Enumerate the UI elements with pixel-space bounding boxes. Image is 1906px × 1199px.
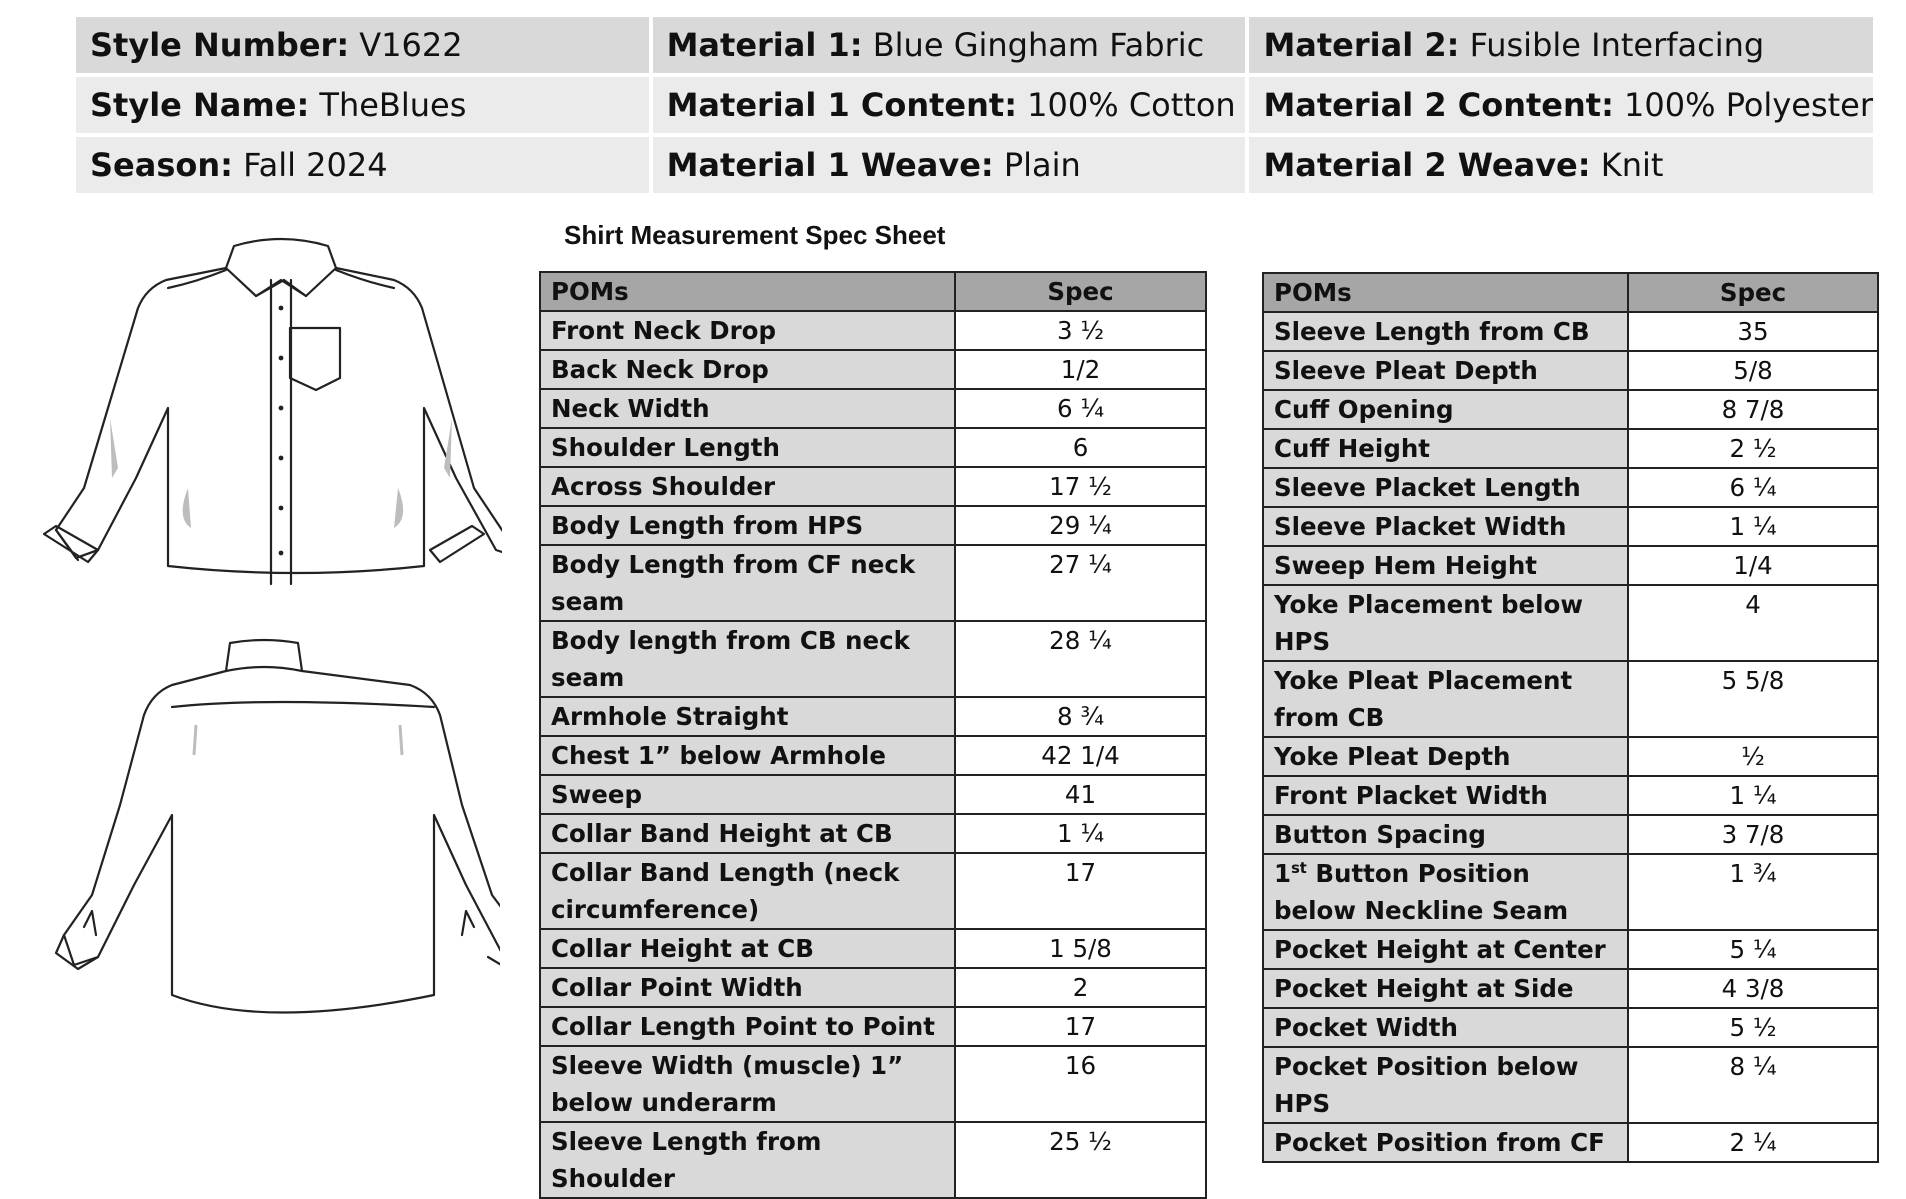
table-row [1263,546,1878,585]
spec-cell: 1 ¼ [955,814,1206,853]
pom-cell: Collar Length Point to Point [540,1007,955,1046]
info-cell [76,77,649,133]
pom-cell: Yoke Pleat Depth [1263,737,1628,776]
spec-cell: 27 ¼ [955,545,1206,621]
spec-cell: 1 ¼ [1628,507,1878,546]
table-row [540,968,1206,1007]
pom-cell: Back Neck Drop [540,350,955,389]
pom-cell: Yoke Placement below HPS [1263,585,1628,661]
info-value: 100% Cotton [1027,86,1236,124]
table-row [540,929,1206,968]
table-row [1263,468,1878,507]
spec-cell: 2 [955,968,1206,1007]
table-row [540,775,1206,814]
info-label: Material 2 Weave: [1263,146,1591,184]
info-value: Fusible Interfacing [1469,26,1765,64]
table-row [540,1046,1206,1122]
spec-cell: 1/2 [955,350,1206,389]
spec-cell: 5 ½ [1628,1008,1878,1047]
spec-cell: 8 ¾ [955,697,1206,736]
pom-cell: Pocket Position from CF [1263,1123,1628,1162]
spec-cell: 2 ½ [1628,429,1878,468]
info-label: Style Number: [90,26,350,64]
table-row [540,428,1206,467]
pom-cell: Button Spacing [1263,815,1628,854]
table-row [540,621,1206,697]
info-label: Material 1: [666,26,863,64]
info-value: TheBlues [319,86,467,124]
table-row [1263,429,1878,468]
table-row [1263,661,1878,737]
table-row [540,853,1206,929]
spec-cell: 1 ¼ [1628,776,1878,815]
spec-cell: 42 1/4 [955,736,1206,775]
pom-cell: Chest 1” below Armhole [540,736,955,775]
spec-cell: 6 ¼ [1628,468,1878,507]
table-header-row [540,272,1206,311]
pom-cell: Shoulder Length [540,428,955,467]
table-row [1263,854,1878,930]
pom-cell: Sleeve Placket Length [1263,468,1628,507]
pom-cell: Sleeve Width (muscle) 1” below underarm [540,1046,955,1122]
pom-cell: Sleeve Length from CB [1263,312,1628,351]
pom-cell: Collar Band Height at CB [540,814,955,853]
table-row [540,814,1206,853]
info-label: Material 1 Content: [666,86,1017,124]
spec-cell: 8 ¼ [1628,1047,1878,1123]
pom-cell: Front Placket Width [1263,776,1628,815]
table-row [1263,1008,1878,1047]
table-row [540,506,1206,545]
table-row [540,389,1206,428]
pom-cell: Neck Width [540,389,955,428]
pom-cell: Cuff Height [1263,429,1628,468]
pom-cell: Across Shoulder [540,467,955,506]
pom-cell: Sweep Hem Height [1263,546,1628,585]
info-row [76,137,1873,193]
spec-cell: 5 ¼ [1628,930,1878,969]
spec-table-left [539,271,1207,1199]
column-header-poms: POMs [1263,273,1628,312]
info-value: Blue Gingham Fabric [872,26,1205,64]
info-value: Plain [1003,146,1081,184]
table-row [540,467,1206,506]
table-row [1263,776,1878,815]
info-cell [653,77,1246,133]
info-cell [76,17,649,73]
pom-cell: Sleeve Placket Width [1263,507,1628,546]
spec-cell: 28 ¼ [955,621,1206,697]
table-row [1263,312,1878,351]
pom-cell: Pocket Width [1263,1008,1628,1047]
table-row [540,1122,1206,1198]
spec-cell: 3 7/8 [1628,815,1878,854]
pom-cell: Sleeve Length from Shoulder [540,1122,955,1198]
info-label: Style Name: [90,86,310,124]
info-value: 100% Polyester [1624,86,1873,124]
info-row [76,17,1873,73]
spec-cell: 1 5/8 [955,929,1206,968]
pom-cell: Collar Band Length (neck circumference) [540,853,955,929]
spec-cell: ½ [1628,737,1878,776]
pom-cell: Collar Point Width [540,968,955,1007]
spec-cell: 1 ¾ [1628,854,1878,930]
spec-cell: 17 ½ [955,467,1206,506]
info-cell [653,137,1246,193]
table-row [540,545,1206,621]
spec-table-right [1262,272,1879,1163]
column-header-poms: POMs [540,272,955,311]
spec-cell: 25 ½ [955,1122,1206,1198]
spec-cell: 4 [1628,585,1878,661]
info-label: Material 1 Weave: [666,146,994,184]
pom-cell: Collar Height at CB [540,929,955,968]
info-cell [76,137,649,193]
table-row [1263,930,1878,969]
column-header-spec: Spec [1628,273,1878,312]
info-cell [1249,17,1873,73]
info-cell [1249,137,1873,193]
info-value: Fall 2024 [243,146,388,184]
table-row [540,1007,1206,1046]
table-row [1263,1123,1878,1162]
pom-cell: Cuff Opening [1263,390,1628,429]
table-row [540,736,1206,775]
spec-cell: 17 [955,1007,1206,1046]
pom-cell: Body Length from HPS [540,506,955,545]
pom-cell: Body length from CB neck seam [540,621,955,697]
spec-cell: 6 ¼ [955,389,1206,428]
table-row [1263,507,1878,546]
info-label: Season: [90,146,233,184]
info-row [76,77,1873,133]
spec-cell: 1/4 [1628,546,1878,585]
spec-cell: 16 [955,1046,1206,1122]
info-cell [653,17,1246,73]
spec-cell: 29 ¼ [955,506,1206,545]
spec-cell: 5/8 [1628,351,1878,390]
table-row [1263,351,1878,390]
table-row [1263,1047,1878,1123]
table-row [1263,585,1878,661]
pom-cell: Sleeve Pleat Depth [1263,351,1628,390]
spec-cell: 4 3/8 [1628,969,1878,1008]
style-info-table [72,13,1877,197]
spec-cell: 35 [1628,312,1878,351]
info-label: Material 2 Content: [1263,86,1614,124]
spec-cell: 6 [955,428,1206,467]
pom-cell: Pocket Height at Center [1263,930,1628,969]
info-value: Knit [1600,146,1664,184]
info-cell [1249,77,1873,133]
sheet-title: Shirt Measurement Spec Sheet [564,220,946,250]
pom-cell: Sweep [540,775,955,814]
shirt-front-sketch [26,228,502,598]
pom-cell: Armhole Straight [540,697,955,736]
pom-cell: Front Neck Drop [540,311,955,350]
spec-cell: 8 7/8 [1628,390,1878,429]
spec-cell: 41 [955,775,1206,814]
spec-cell: 5 5/8 [1628,661,1878,737]
spec-cell: 17 [955,853,1206,929]
pom-cell: Pocket Position below HPS [1263,1047,1628,1123]
table-row [1263,390,1878,429]
table-header-row [1263,273,1878,312]
pom-cell: Pocket Height at Side [1263,969,1628,1008]
info-value: V1622 [359,26,463,64]
column-header-spec: Spec [955,272,1206,311]
shirt-back-sketch [34,635,500,1025]
spec-cell: 3 ½ [955,311,1206,350]
spec-cell: 2 ¼ [1628,1123,1878,1162]
table-row [540,697,1206,736]
pom-cell: Body Length from CF neck seam [540,545,955,621]
table-row [1263,815,1878,854]
table-row [540,350,1206,389]
table-row [1263,969,1878,1008]
pom-cell: 1st Button Position below Neckline Seam [1263,854,1628,930]
table-row [1263,737,1878,776]
info-label: Material 2: [1263,26,1460,64]
pom-cell: Yoke Pleat Placement from CB [1263,661,1628,737]
table-row [540,311,1206,350]
